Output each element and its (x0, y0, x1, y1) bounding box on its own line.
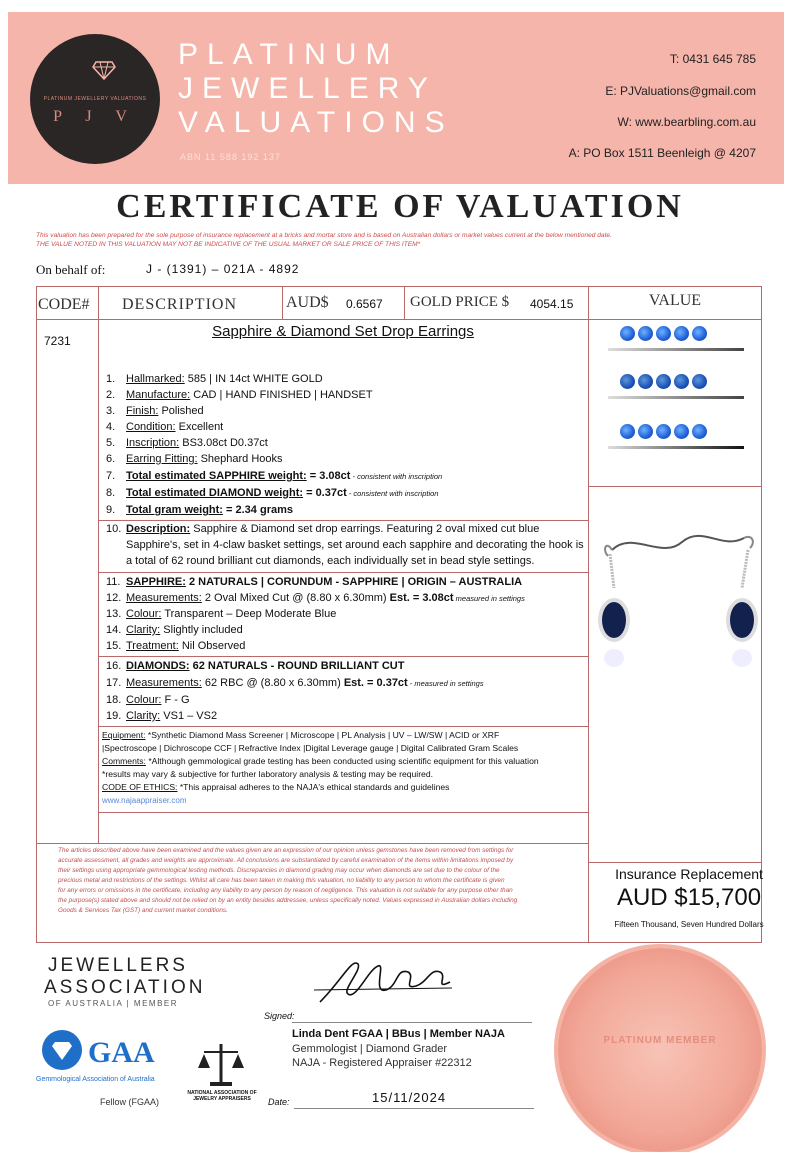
signature-line (292, 1022, 532, 1023)
section-divider (98, 812, 588, 813)
image-divider (588, 486, 762, 487)
detail-fitting: 6. Earring Fitting: Shephard Hooks (106, 453, 283, 465)
contact-email: E: PJValuations@gmail.com (605, 84, 756, 98)
sapphire-swatch-row (620, 374, 710, 394)
detail-diamond-weight: 8. Total estimated DIAMOND weight: = 0.37ct - consistent with inscription (106, 487, 439, 499)
signed-label: Signed: (264, 1011, 295, 1021)
naja-link[interactable]: www.najaappraiser.com (102, 796, 187, 805)
brand-line-2: JEWELLERY (178, 72, 437, 105)
legal-divider (36, 843, 589, 844)
contact-address: A: PO Box 1511 Beenleigh @ 4207 (568, 146, 756, 160)
pjv-logo (30, 34, 160, 164)
ja-logo-line-2: ASSOCIATION (44, 977, 206, 998)
logo-ring-text: PLATINUM JEWELLERY VALUATIONS (43, 96, 147, 102)
gaa-subtitle: Gemmological Association of Australia (36, 1076, 155, 1083)
on-behalf-label: On behalf of: (36, 262, 106, 277)
header-divider (36, 319, 762, 320)
insurance-label: Insurance Replacement (615, 866, 763, 882)
contact-website: W: www.bearbling.com.au (617, 115, 756, 129)
detail-finish: 3. Finish: Polished (106, 405, 204, 417)
insurance-amount: AUD $15,700 (616, 884, 762, 911)
detail-gram-weight: 9. Total gram weight: = 2.34 grams (106, 504, 293, 516)
certificate-title: CERTIFICATE OF VALUATION (116, 188, 684, 225)
aud-divider (404, 286, 405, 319)
insurance-amount-words: Fifteen Thousand, Seven Hundred Dollars (614, 920, 764, 929)
code-header: CODE# (38, 296, 90, 313)
appraiser-role: Gemmologist | Diamond Grader (292, 1043, 448, 1055)
disclaimer-line-1: This valuation has been prepared for the sole purpose of insurance replacement at a bricks and mortar store and is based on Australian dollars or market values current at the below mentioned date. (36, 232, 612, 239)
detail-diamonds-header: 16. DIAMONDS: 62 NATURALS - ROUND BRILLIANT CUT (106, 660, 405, 672)
brand-line-3: VALUATIONS (178, 106, 454, 139)
detail-manufacture: 2. Manufacture: CAD | HAND FINISHED | HANDSET (106, 389, 373, 401)
detail-sapphire-header: 11. SAPPHIRE: 2 NATURALS | CORUNDUM - SAPPHIRE | ORIGIN – AUSTRALIA (106, 576, 523, 588)
aud-rate: 0.6567 (346, 297, 383, 311)
sapphire-colour-chart (600, 326, 752, 478)
detail-hallmark: 1. Hallmarked: 585 | IN 14ct WHITE GOLD (106, 373, 323, 385)
diamond-icon (92, 60, 116, 85)
earrings-photo (592, 520, 762, 680)
sapphire-swatch-row (620, 424, 710, 444)
logo-initials: P J V (53, 108, 137, 125)
gaa-logo-text: GAA (88, 1036, 155, 1069)
item-code: 7231 (44, 334, 71, 348)
detail-sapphire-treatment: 15. Treatment: Nil Observed (106, 640, 246, 652)
gaa-diamond-icon (40, 1028, 84, 1077)
detail-diamond-measurements: 17. Measurements: 62 RBC @ (8.80 x 6.30mm) Est. = 0.37ct - measured in settings (106, 677, 484, 689)
date-line (294, 1108, 534, 1109)
gold-price-value: 4054.15 (530, 297, 574, 311)
detail-description-line3: a total of 62 round brilliant cut diamonds, each individually set in bead style settings. (126, 555, 535, 567)
fellow-label: Fellow (FGAA) (100, 1097, 160, 1107)
detail-diamond-colour: 18. Colour: F - G (106, 694, 190, 706)
scales-icon (196, 1040, 246, 1095)
contact-phone: T: 0431 645 785 (669, 52, 756, 66)
gold-price-header: GOLD PRICE $ (410, 294, 510, 310)
seal-text: PLATINUM MEMBER (603, 1035, 717, 1046)
legal-disclaimer: The articles described above have been examined and the values given are an expression of our opinion unless gemstones have been removed from settings for accurate assessment, all grades and weights are approximate. All conclusions are substantiated by careful examination of the items within limitations imposed by their settings using appropriate gemmological testing methods. Discrepancies in diamond grading may occur when diamonds are set due to the colour of the precious metal and restrictions of the settings. Whilst all care has been taken in making this valuation, no liability to any person to whom the certificate is given for any errors or omissions in the certificate, including any liability to any person by reason of negligence. This valuation is not suitable for any purpose other than the purpose(s) stated above and should not be relied on by an entity besides addressee, unless specifically noted. Values expressed in Australian dollars including Goods & Services Tax (GST) and current market conditions. (58, 847, 518, 914)
insurance-divider (588, 862, 762, 863)
detail-sapphire-weight: 7. Total estimated SAPPHIRE weight: = 3.08ct - consistent with inscription (106, 470, 443, 482)
disclaimer-line-2: THE VALUE NOTED IN THIS VALUATION MAY NOT BE INDICATIVE OF THE USUAL MARKET OR SALE PRICE OF THIS ITEM* (36, 241, 421, 248)
section-divider (98, 572, 588, 573)
letterhead-banner (8, 12, 784, 184)
equipment-section: Equipment: *Synthetic Diamond Mass Screener | Microscope | PL Analysis | UV – LW/SW | ACID or XRF |Spectroscope | Dichroscope CCF | Refractive Index |Digital Leverage gauge | Digital Calibrated Gram Scales Comments: *Although gemmological grade testing has been conducted using scientific equipment for this valuation *results may vary & subjective for further laboratory analysis & testing may be required. CODE OF ETHICS: *This appraisal adheres to the NAJA's ethical standards and guidelines www.najaappraiser.com (102, 730, 539, 805)
detail-sapphire-clarity: 14. Clarity: Slightly included (106, 624, 243, 636)
item-title: Sapphire & Diamond Set Drop Earrings (212, 323, 474, 340)
valuation-disclaimer (36, 231, 776, 249)
value-header: VALUE (648, 292, 702, 309)
section-divider (98, 726, 588, 727)
sapphire-swatch-row (620, 326, 710, 346)
appraiser-signature (312, 950, 462, 1014)
desc-divider (282, 286, 283, 319)
aud-header: AUD$ (286, 294, 329, 311)
appraiser-name: Linda Dent FGAA | BBus | Member NAJA (292, 1028, 505, 1040)
detail-sapphire-colour: 13. Colour: Transparent – Deep Moderate Blue (106, 608, 337, 620)
ja-logo-line-1: JEWELLERS (48, 955, 188, 976)
detail-condition: 4. Condition: Excellent (106, 421, 224, 433)
detail-sapphire-measurements: 12. Measurements: 2 Oval Mixed Cut @ (8.80 x 6.30mm) Est. = 3.08ct measured in settings (106, 592, 525, 604)
naja-logo-label: NATIONAL ASSOCIATION OF JEWELRY APPRAISERS (187, 1090, 257, 1102)
detail-inscription: 5. Inscription: BS3.08ct D0.37ct (106, 437, 268, 449)
section-divider (98, 656, 588, 657)
embossed-seal (558, 948, 762, 1152)
date-label: Date: (268, 1097, 290, 1107)
value-column-divider (588, 286, 589, 943)
detail-description-line2: Sapphire's, set in 4-claw basket settings, set around each sapphire and decorating the hook is (126, 539, 584, 551)
detail-diamond-clarity: 19. Clarity: VS1 – VS2 (106, 710, 218, 722)
abn-number: ABN 11 588 192 137 (180, 152, 281, 162)
valuation-date: 15/11/2024 (372, 1090, 447, 1105)
section-divider (98, 520, 588, 521)
on-behalf-value: J - (1391) – 021A - 4892 (146, 262, 300, 276)
detail-description: 10. Description: Sapphire & Diamond set drop earrings. Featuring 2 oval mixed cut blue (106, 523, 540, 535)
brand-line-1: PLATINUM (178, 38, 400, 71)
appraiser-registration: NAJA - Registered Appraiser #22312 (292, 1057, 472, 1069)
code-column-divider (98, 286, 99, 843)
ja-logo-line-3: OF AUSTRALIA | MEMBER (48, 999, 179, 1008)
description-header: DESCRIPTION (122, 296, 238, 313)
